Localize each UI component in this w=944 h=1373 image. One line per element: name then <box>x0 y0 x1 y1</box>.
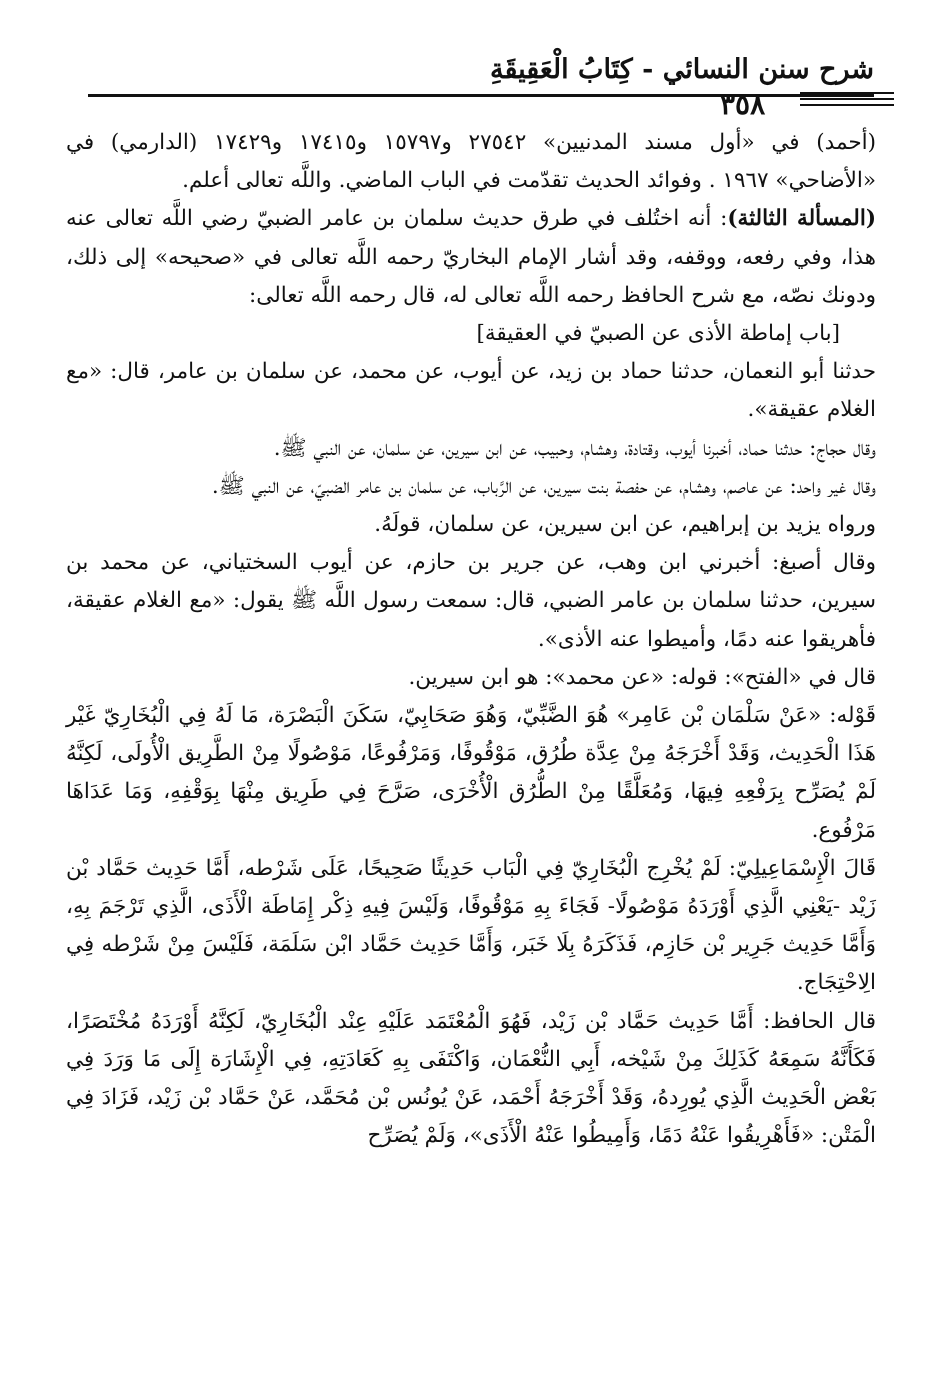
running-title: شرح سنن النسائي - كِتَابُ الْعَقِيقَةِ <box>489 54 874 85</box>
paragraph: قَالَ الْإِسْمَاعِيلِيّ: لَمْ يُخْرِج الْبُخَارِيّ فِي الْبَاب حَدِيثًا صَحِيحًا، عَلَى شَرْطه، أَمَّا حَدِيث حَمَّاد بْن زَيْد -يَعْنِي الَّذِي أَوْرَدَهُ مَوْصُولًا- فَجَاءَ بِهِ مَوْقُوفًا، وَلَيْسَ فِيهِ ذِكْر إِمَاطَة الْأَذَى، الَّذِي تَرْجَمَ بِهِ، وَأَمَّا حَدِيث جَرِير بْن حَازِم، فَذَكَرَهُ بِلَا خَبَر، وَأَمَّا حَدِيث حَمَّاد ابْن سَلَمَة، فَلَيْسَ مِنْ شَرْطه فِي الِاحْتِجَاج. <box>66 855 876 996</box>
paragraph: قال الحافظ: أَمَّا حَدِيث حَمَّاد بْن زَيْد، فَهُوَ الْمُعْتَمَد عَلَيْهِ عِنْد الْبُخَارِيّ، لَكِنَّهُ أَوْرَدَهُ مُخْتَصَرًا، فَكَأَنَّهُ سَمِعَهُ كَذَلِكَ مِنْ شَيْخه، أَبِي النُّعْمَان، وَاكْتَفَى بِهِ كَعَادَتِهِ، فِي الْإِشَارَة إِلَى مَا وَرَدَ فِي بَعْض الْحَدِيث الَّذِي يُورِدهُ، وَقَدْ أَخْرَجَهُ أَحْمَد، عَنْ يُونُس بْن مُحَمَّد، عَنْ حَمَّاد بْن زَيْد، فَزَادَ فِي الْمَتْن: «فَأَهْرِيقُوا عَنْهُ دَمًا، وَأَمِيطُوا عَنْهُ الْأَذَى»، وَلَمْ يُصَرِّح <box>66 1008 876 1149</box>
paragraph: وقال غير واحد: عن عاصم، وهشام، عن حفصة بنت سيرين، عن الرَّباب، عن سلمان بن عامر الضبيّ، عن النبي ﷺ. <box>211 473 876 499</box>
paragraph: ورواه يزيد بن إبراهيم، عن ابن سيرين، عن سلمان، قولَهُ. <box>374 512 876 538</box>
page-number: ٣٥٨ <box>720 88 766 121</box>
paragraph: قال في «الفتح»: قوله: «عن محمد»: هو ابن سيرين. <box>408 664 876 690</box>
chapter-heading: [باب إماطة الأذى عن الصبيّ في العقيقة] <box>476 321 840 347</box>
paragraph: (المسألة الثالثة): أنه اختُلف في طرق حديث سلمان بن عامر الضبيّ رضي اللَّه تعالى عنه هذا، وفي رفعه، ووقفه، وقد أشار الإمام البخاريّ رحمه اللَّه تعالى في «صحيحه» إلى ذلك، ودونك نصّه، مع شرح الحافظ رحمه اللَّه تعالى له، قال رحمه اللَّه تعالى: <box>66 206 876 308</box>
paragraph: وقال أصبغ: أخبرني ابن وهب، عن جرير بن حازم، عن أيوب السختياني، عن محمد بن سيرين، حدثنا سلمان بن عامر الضبي، قال: سمعت رسول اللَّه ﷺ يقول: «مع الغلام عقيقة، فأهريقوا عنه دمًا، وأميطوا عنه الأذى». <box>66 550 876 652</box>
header-decoration <box>800 92 894 112</box>
issue-heading: (المسألة الثالثة) <box>727 206 876 232</box>
paragraph: قَوْله: «عَنْ سَلْمَان بْن عَامِر» هُوَ الضَّبِّيّ، وَهُوَ صَحَابِيّ، سَكَنَ الْبَصْرَة، مَا لَهُ فِي الْبُخَارِيّ غَيْر هَذَا الْحَدِيث، وَقَدْ أَخْرَجَهُ مِنْ عِدَّة طُرُق، مَوْقُوفًا، وَمَرْفُوعًا، مَوْصُولًا مِنْ الطَّرِيق الْأُولَى، لَكِنَّهُ لَمْ يُصَرِّح بِرَفْعِهِ فِيهَا، وَمُعَلَّقًا مِنْ الطُّرُق الْأُخْرَى، صَرَّحَ فِي طَرِيق مِنْهَا بِوَقْفِهِ، وَمَا عَدَاهَا مَرْفُوع. <box>66 703 876 843</box>
paragraph: وقال حجاج: حدثنا حماد، أخبرنا أيوب، وقتادة، وهشام، وحبيب، عن ابن سيرين، عن سلمان، عن النبي ﷺ. <box>273 435 876 461</box>
paragraph: (أحمد) في «أول مسند المدنيين» ٢٧٥٤٢ و١٥٧٩٧ و١٧٤١٥ و١٧٤٢٩ (الدارمي) في «الأضاحي» ١٩٦٧ . وفوائد الحديث تقدّمت في الباب الماضي. واللَّه تعالى أعلم. <box>66 130 877 194</box>
main-text <box>66 124 876 1155</box>
paragraph: حدثنا أبو النعمان، حدثنا حماد بن زيد، عن أيوب، عن محمد، عن سلمان بن عامر، قال: «مع الغلام عقيقة». <box>66 359 876 423</box>
